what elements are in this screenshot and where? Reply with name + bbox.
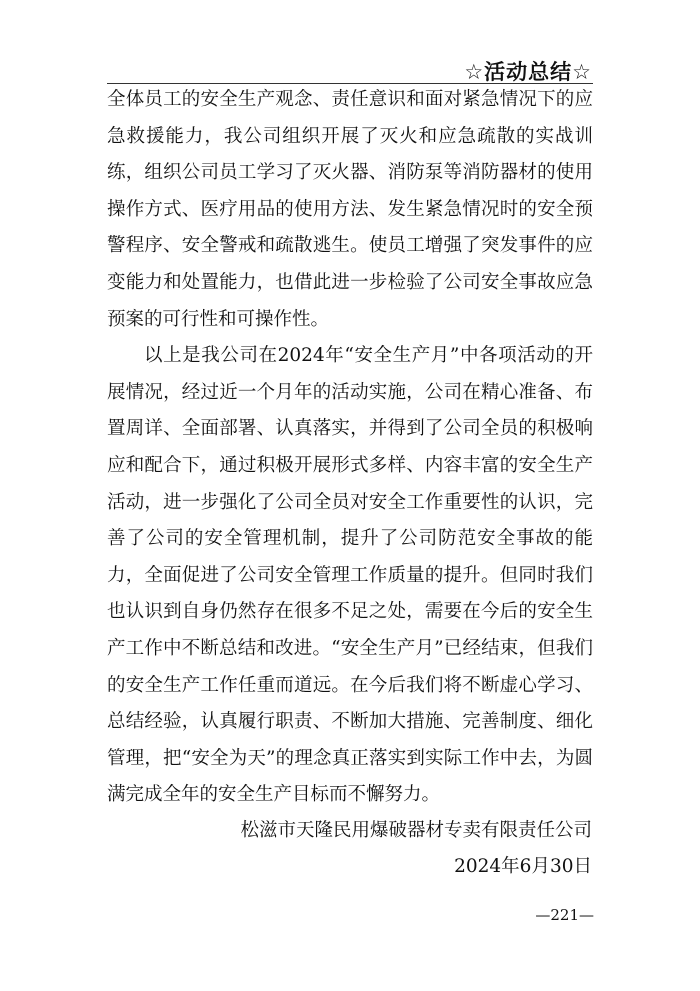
page-number: —221— xyxy=(535,906,594,924)
company-name: 松滋市天隆民用爆破器材专卖有限责任公司 xyxy=(240,820,592,841)
body-text xyxy=(107,82,593,814)
paragraph-summary: 以上是我公司在2024年“安全生产月”中各项活动的开展情况，经过近一个月年的活动实施，公司在精心准备、布置周详、全面部署、认真落实，并得到了公司全员的积极响应和配合下，通过积极开展形式多样、内容丰富的安全生产活动，进一步强化了公司全员对安全工作重要性的认识，完善了公司的安全管理机制，提升了公司防范安全事故的能力，全面促进了公司安全管理工作质量的提升。但同时我们也认识到自身仍然存在很多不足之处，需要在今后的安全生产工作中不断总结和改进。“安全生产月”已经结束，但我们的安全生产工作任重而道远。在今后我们将不断虚心学习、总结经验，认真履行职责、不断加大措施、完善制度、细化管理，把“安全为天”的理念真正落实到实际工作中去，为圆满完成全年的安全生产目标而不懈努力。 xyxy=(107,345,593,806)
section-title: ☆活动总结☆ xyxy=(464,60,592,84)
paragraph-continued: 全体员工的安全生产观念、责任意识和面对紧急情况下的应急救援能力，我公司组织开展了灭火和应急疏散的实战训练，组织公司员工学习了灭火器、消防泵等消防器材的使用操作方式、医疗用品的使用方法、发生紧急情况时的安全预警程序、安全警戒和疏散逃生。使员工增强了突发事件的应变能力和处置能力，也借此进一步检验了公司安全事故应急预案的可行性和可操作性。 xyxy=(107,89,593,330)
signature-block xyxy=(240,813,592,885)
signature-date: 2024年6月30日 xyxy=(454,856,592,877)
